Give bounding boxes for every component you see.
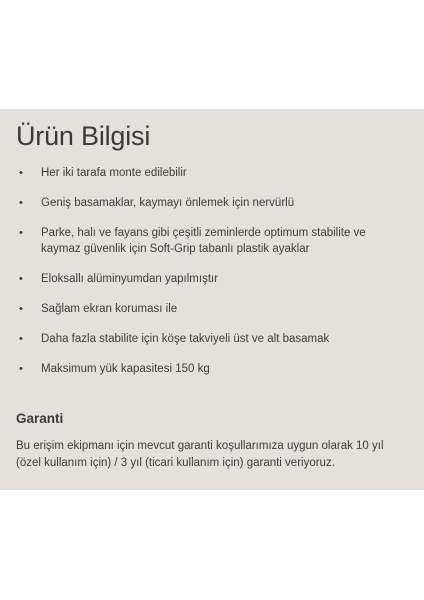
bullet-icon: • <box>19 273 23 285</box>
bullet-icon: • <box>19 227 23 239</box>
bullet-icon: • <box>19 333 23 345</box>
feature-text: Daha fazla stabilite için köşe takviyeli üst ve alt basamak <box>41 333 330 345</box>
feature-item <box>16 271 408 287</box>
feature-text: Parke, halı ve fayans gibi çeşitli zeminlerde optimum stabilite ve kaymaz güvenlik için Soft-Grip tabanlı plastik ayaklar <box>41 227 366 255</box>
feature-item <box>16 361 408 377</box>
feature-text: Eloksallı alüminyumdan yapılmıştır <box>41 273 219 285</box>
bullet-icon: • <box>19 167 23 179</box>
feature-text: Her iki tarafa monte edilebilir <box>41 167 187 179</box>
feature-item <box>16 195 408 211</box>
feature-text: Geniş basamaklar, kaymayı önlemek için nervürlü <box>41 197 295 209</box>
feature-item <box>16 165 408 181</box>
bullet-icon: • <box>19 303 23 315</box>
bullet-icon: • <box>19 363 23 375</box>
feature-item <box>16 331 408 347</box>
feature-list <box>16 165 408 377</box>
warranty-text: Bu erişim ekipmanı için mevcut garanti koşullarımıza uygun olarak 10 yıl (özel kullanım için) / 3 yıl (ticari kullanım için) garanti veriyoruz. <box>16 440 384 469</box>
product-info-title: Ürün Bilgisi <box>16 121 151 151</box>
bullet-icon: • <box>19 197 23 209</box>
feature-text: Sağlam ekran koruması ile <box>41 303 178 315</box>
product-info-panel <box>0 109 424 490</box>
feature-item <box>16 225 408 257</box>
feature-item <box>16 301 408 317</box>
warranty-heading: Garanti <box>16 411 64 426</box>
feature-text: Maksimum yük kapasitesi 150 kg <box>41 363 210 375</box>
